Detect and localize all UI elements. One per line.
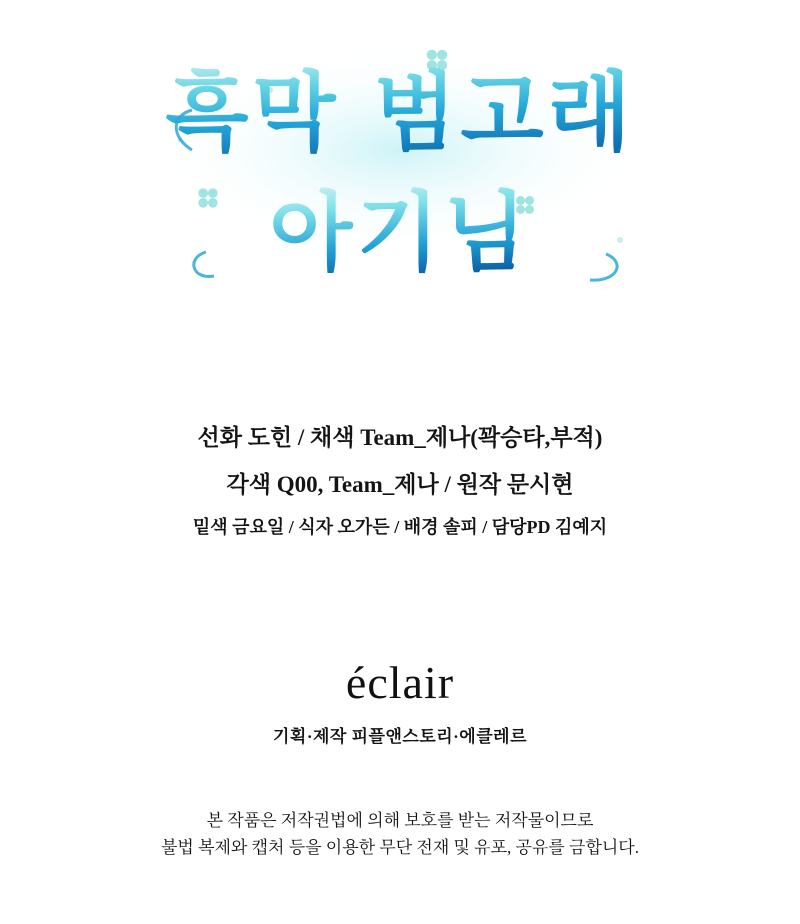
copyright-line-1: 본 작품은 저작권법에 의해 보호를 받는 저작물이므로	[206, 811, 594, 831]
credits-block	[0, 420, 800, 542]
title-line-2: 아기님	[269, 183, 531, 283]
credit-line-1: 선화 도힌 / 채색 Team_제나(꽉승타,부적)	[197, 425, 603, 450]
title-logo-artwork	[120, 30, 680, 320]
studio-logo: éclair	[345, 657, 455, 709]
copyright-line-2: 불법 복제와 캡처 등을 이용한 무단 전재 및 유포, 공유를 금합니다.	[161, 838, 639, 858]
copyright-notice	[0, 807, 800, 861]
credit-line-3: 밑색 금요일 / 식자 오가든 / 배경 솔피 / 담당PD 김예지	[192, 517, 608, 538]
studio-subtitle: 기획·제작 피플앤스토리·에클레르	[273, 727, 527, 747]
studio-block	[0, 657, 800, 747]
title-line-1: 흑막 범고래	[165, 63, 635, 163]
credit-line-2: 각색 Q00, Team_제나 / 원작 문시현	[226, 471, 574, 497]
